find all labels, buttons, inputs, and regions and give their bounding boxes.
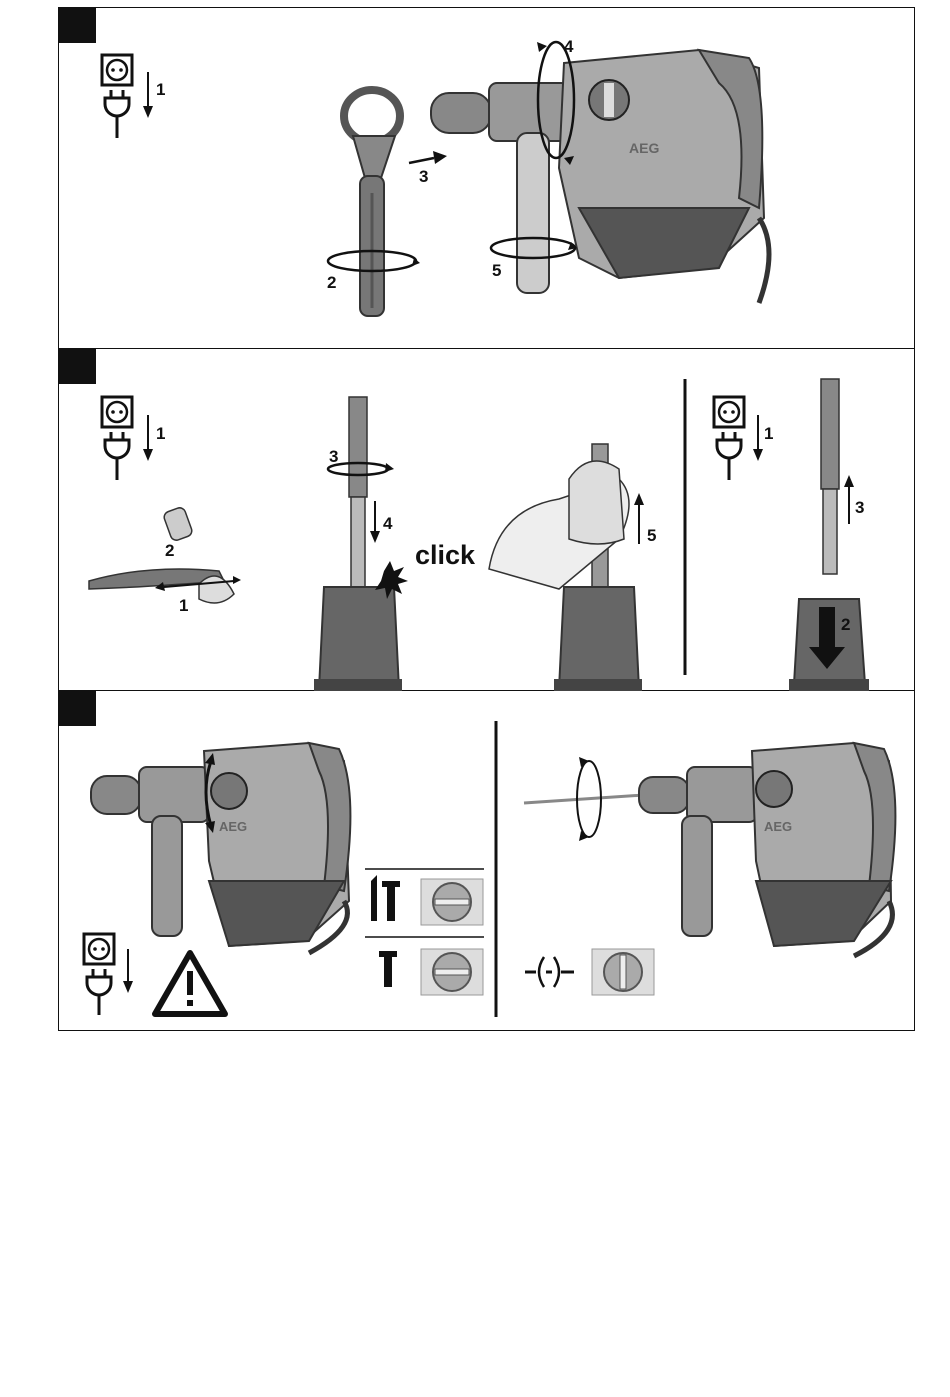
side-handle [328, 90, 420, 316]
figure-panel-1 [59, 8, 914, 349]
step-label-4: 4 [564, 37, 574, 56]
plug-unplug-icon [714, 397, 763, 480]
bit-remove-illustration [789, 379, 869, 691]
bit-insert-illustration [314, 397, 408, 691]
step-label-1: 1 [156, 424, 166, 443]
rotary-hammer-illustration [431, 50, 769, 303]
warning-triangle-icon [155, 953, 225, 1014]
svg-text:AEG: AEG [629, 140, 660, 156]
mode-selector-table [365, 869, 484, 995]
panel-3-graphics [59, 691, 914, 1031]
step-label-4: 4 [383, 514, 393, 533]
step-label-5: 5 [492, 261, 502, 280]
slide-arrow-icon [409, 151, 447, 164]
chisel-rotation-icon [525, 957, 574, 987]
step-label-2: 2 [165, 541, 175, 560]
panel-1-graphics [59, 8, 914, 349]
selector-switch-chisel-icon [592, 949, 654, 995]
hammer-drill-mode-icon [371, 875, 400, 921]
step-label-5: 5 [647, 526, 657, 545]
step-label-1c: 1 [764, 424, 774, 443]
plug-unplug-icon [102, 55, 153, 138]
figure-panel-3 [59, 691, 914, 1031]
pull-check-illustration [489, 444, 644, 691]
step-label-3: 3 [329, 447, 339, 466]
step-label-2: 2 [327, 273, 337, 292]
figure-frame [58, 7, 915, 1031]
click-label: click [415, 540, 476, 570]
step-label-3: 3 [419, 167, 429, 186]
hammer-mode-icon [379, 951, 397, 987]
svg-text:AEG: AEG [764, 819, 793, 834]
step-label-3b: 3 [855, 498, 865, 517]
step-label-2b: 2 [841, 615, 851, 634]
panel-2-graphics [59, 349, 914, 691]
selector-switch-drill-icon [421, 879, 483, 925]
svg-text:AEG: AEG [219, 819, 248, 834]
plug-unplug-icon [102, 397, 153, 480]
step-label-1: 1 [156, 80, 166, 99]
step-label-1b: 1 [179, 596, 189, 615]
rotary-hammer-illustration [91, 743, 350, 953]
plug-unplug-icon [84, 934, 133, 1015]
chisel-rotation-illustration [524, 743, 895, 956]
figure-panel-2 [59, 349, 914, 691]
selector-switch-hammer-icon [421, 949, 483, 995]
